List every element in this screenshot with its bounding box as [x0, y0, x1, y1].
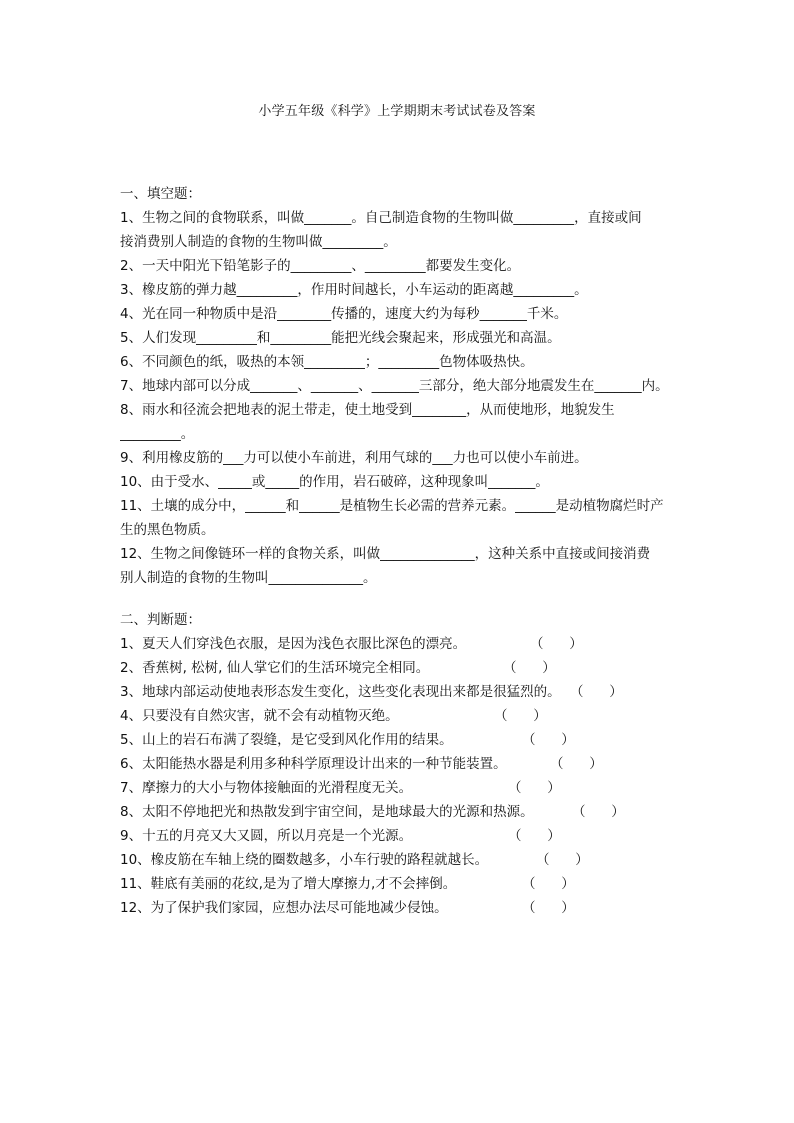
answer-bracket: （ ）	[530, 636, 583, 652]
judge-item-text: 9、十五的月亮又大又圆，所以月亮是一个光源。	[120, 828, 413, 844]
fill-line: 11、土壤的成分中，______和______是植物生长必需的营养元素。______是动植物腐烂时产	[120, 498, 664, 514]
judge-item-text: 10、橡皮筋在车轴上绕的圈数越多，小车行驶的路程就越长。	[120, 852, 489, 868]
judge-section-heading: 二、判断题：	[120, 612, 201, 628]
judge-item-text: 6、太阳能热水器是利用多种科学原理设计出来的一种节能装置。	[120, 756, 507, 772]
fill-line: 7、地球内部可以分成_______、_______、_______三部分，绝大部分地震发生在_______内。	[120, 378, 669, 394]
fill-section-heading: 一、填空题：	[120, 186, 201, 202]
judge-item-text: 8、太阳不停地把光和热散发到宇宙空间，是地球最大的光源和热源。	[120, 804, 534, 820]
judge-item-text: 11、鞋底有美丽的花纹,是为了增大摩擦力,才不会摔倒。	[120, 876, 457, 892]
judge-item-text: 7、摩擦力的大小与物体接触面的光滑程度无关。	[120, 780, 413, 796]
fill-line: 9、利用橡皮筋的___力可以使小车前进，利用气球的___力也可以使小车前进。	[120, 450, 588, 466]
judge-item	[120, 872, 690, 896]
answer-bracket: （ ）	[550, 756, 603, 772]
judge-item	[120, 632, 690, 656]
judge-item	[120, 848, 690, 872]
judge-item	[120, 680, 690, 704]
judge-item	[120, 896, 690, 920]
answer-bracket: （ ）	[570, 684, 623, 700]
judge-item	[120, 824, 690, 848]
answer-bracket: （ ）	[536, 852, 589, 868]
answer-bracket: （ ）	[572, 804, 625, 820]
judge-item-text: 2、香蕉树, 松树, 仙人掌它们的生活环境完全相同。	[120, 660, 430, 676]
fill-in-questions	[120, 206, 690, 590]
judge-item-text: 1、夏天人们穿浅色衣服，是因为浅色衣服比深色的漂亮。	[120, 636, 467, 652]
answer-bracket: （ ）	[503, 660, 556, 676]
true-false-questions	[120, 632, 690, 920]
fill-line: 接消费别人制造的食物的生物叫做_________。	[120, 234, 397, 250]
judge-item-text: 4、只要没有自然灾害，就不会有动植物灭绝。	[120, 708, 399, 724]
fill-line: 1、生物之间的食物联系，叫做_______。自己制造食物的生物叫做_________，直接或间	[120, 210, 642, 226]
judge-item	[120, 656, 690, 680]
fill-line: 10、由于受水、_____或_____的作用，岩石破碎，这种现象叫_______。	[120, 474, 549, 490]
fill-line: 12、生物之间像链环一样的食物关系，叫做______________，这种关系中直接或间接消费	[120, 546, 651, 562]
fill-line: 5、人们发现_________和_________能把光线会聚起来，形成强光和高温。	[120, 330, 561, 346]
fill-line: _________。	[120, 426, 195, 442]
answer-bracket: （ ）	[522, 900, 575, 916]
judge-item	[120, 752, 690, 776]
judge-item	[120, 704, 690, 728]
fill-line: 8、雨水和径流会把地表的泥土带走，使土地受到________，从而使地形，地貌发生	[120, 402, 615, 418]
answer-bracket: （ ）	[522, 732, 575, 748]
fill-line: 生的黑色物质。	[120, 522, 215, 538]
answer-bracket: （ ）	[494, 708, 547, 724]
fill-line: 6、不同颜色的纸，吸热的本领_________；_________色物体吸热快。	[120, 354, 534, 370]
judge-item-text: 5、山上的岩石布满了裂缝，是它受到风化作用的结果。	[120, 732, 453, 748]
judge-item	[120, 728, 690, 752]
page-title: 小学五年级《科学》上学期期末考试试卷及答案	[258, 104, 536, 119]
fill-line: 4、光在同一种物质中是沿________传播的，速度大约为每秒_______千米。	[120, 306, 568, 322]
judge-item-text: 12、为了保护我们家园，应想办法尽可能地减少侵蚀。	[120, 900, 448, 916]
fill-line: 别人制造的食物的生物叫______________。	[120, 570, 377, 586]
fill-line: 3、橡皮筋的弹力越_________，作用时间越长，小车运动的距离越_________。	[120, 282, 588, 298]
judge-item-text: 3、地球内部运动使地表形态发生变化，这些变化表现出来都是很猛烈的。	[120, 684, 561, 700]
judge-item	[120, 800, 690, 824]
answer-bracket: （ ）	[508, 780, 561, 796]
answer-bracket: （ ）	[522, 876, 575, 892]
fill-line: 2、一天中阳光下铅笔影子的_________、_________都要发生变化。	[120, 258, 521, 274]
answer-bracket: （ ）	[508, 828, 561, 844]
judge-item	[120, 776, 690, 800]
